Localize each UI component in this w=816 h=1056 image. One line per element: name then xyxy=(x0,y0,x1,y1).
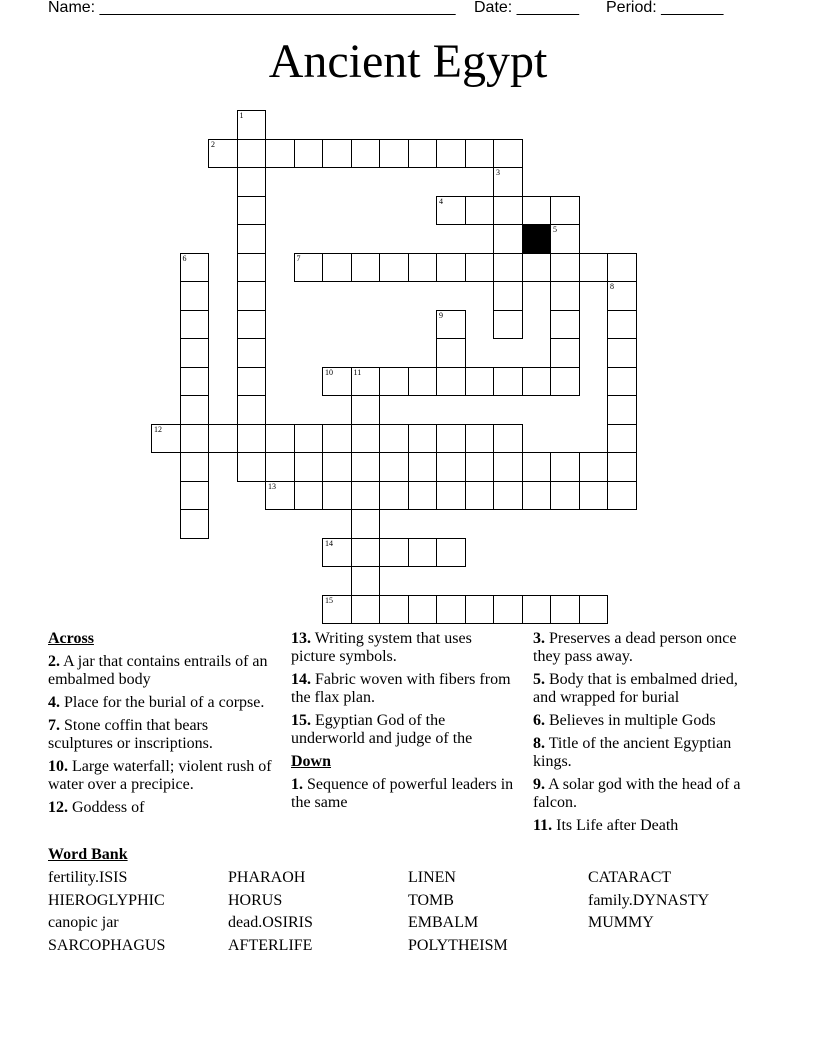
date-field[interactable]: Date: _______ xyxy=(474,0,579,16)
clue-number: 5 xyxy=(553,225,557,234)
grid-cell[interactable] xyxy=(180,395,210,425)
grid-cell[interactable] xyxy=(550,595,580,625)
clue-number: 11 xyxy=(353,367,362,377)
grid-cell[interactable] xyxy=(322,452,352,482)
grid-cell[interactable] xyxy=(379,424,409,454)
grid-cell[interactable] xyxy=(465,481,495,511)
grid-cell[interactable] xyxy=(436,424,466,454)
grid-cell[interactable] xyxy=(237,424,267,454)
grid-cell[interactable] xyxy=(408,595,438,625)
word-bank-item: PHARAOH xyxy=(228,869,306,886)
grid-cell[interactable] xyxy=(436,338,466,368)
grid-cell[interactable] xyxy=(208,139,238,169)
clue-number: 2 xyxy=(211,139,215,149)
clue-number: 1 xyxy=(239,111,244,120)
clue-number: 14 xyxy=(325,538,333,548)
grid-cell[interactable] xyxy=(493,481,523,511)
grid-cell[interactable] xyxy=(180,509,210,539)
grid-cell[interactable] xyxy=(294,481,324,511)
clue-number: 12 xyxy=(154,424,162,434)
across-clue-15: 15. Egyptian God of the underworld and judge of the xyxy=(291,712,473,747)
grid-cell[interactable] xyxy=(351,509,381,539)
grid-cell[interactable] xyxy=(436,139,466,169)
grid-cell[interactable] xyxy=(493,367,523,397)
down-clue-6: 6. Believes in multiple Gods xyxy=(533,712,716,729)
word-bank-heading: Word Bank xyxy=(48,846,128,863)
grid-cell[interactable] xyxy=(294,253,324,283)
grid-cell[interactable] xyxy=(408,139,438,169)
grid-cell[interactable] xyxy=(294,424,324,454)
grid-cell[interactable] xyxy=(465,595,495,625)
grid-cell[interactable] xyxy=(436,196,466,226)
grid-cell[interactable] xyxy=(436,595,466,625)
grid-cell[interactable] xyxy=(465,196,495,226)
word-bank-item: AFTERLIFE xyxy=(228,937,313,954)
grid-cell[interactable] xyxy=(265,452,295,482)
grid-cell[interactable] xyxy=(379,481,409,511)
grid-cell[interactable] xyxy=(237,310,267,340)
grid-cell[interactable] xyxy=(493,167,523,197)
word-bank-item: canopic jar xyxy=(48,914,119,931)
grid-cell[interactable] xyxy=(436,253,466,283)
grid-cell[interactable] xyxy=(436,310,466,340)
grid-cell[interactable] xyxy=(522,367,552,397)
grid-cell[interactable] xyxy=(265,481,295,511)
page-title: Ancient Egypt xyxy=(268,35,548,88)
grid-cell[interactable] xyxy=(379,139,409,169)
grid-cell[interactable] xyxy=(550,281,580,311)
across-clue-14: 14. Fabric woven with fibers from the flax plan. xyxy=(291,671,511,706)
grid-cell[interactable] xyxy=(522,481,552,511)
grid-cell[interactable] xyxy=(579,595,609,625)
across-heading: Across xyxy=(48,630,94,647)
clue-column-3 xyxy=(533,630,758,840)
grid-cell[interactable] xyxy=(607,367,637,397)
word-bank-item: family.DYNASTY xyxy=(588,892,710,909)
grid-cell[interactable] xyxy=(607,395,637,425)
period-field[interactable]: Period: _______ xyxy=(606,0,724,16)
grid-cell[interactable] xyxy=(237,281,267,311)
word-bank-item: HIEROGLYPHIC xyxy=(48,892,165,909)
grid-cell[interactable] xyxy=(436,538,466,568)
clue-number: 13 xyxy=(268,481,276,491)
grid-cell[interactable] xyxy=(579,452,609,482)
grid-cell[interactable] xyxy=(465,139,495,169)
grid-cell[interactable] xyxy=(607,424,637,454)
grid-cell[interactable] xyxy=(465,367,495,397)
grid-cell[interactable] xyxy=(237,167,267,197)
grid-cell[interactable] xyxy=(180,481,210,511)
grid-cell[interactable] xyxy=(180,424,210,454)
word-bank-item: EMBALM xyxy=(408,914,479,931)
grid-cell[interactable] xyxy=(379,538,409,568)
grid-cell[interactable] xyxy=(237,452,267,482)
grid-cell[interactable] xyxy=(522,196,552,226)
grid-cell[interactable] xyxy=(465,452,495,482)
clue-column-1 xyxy=(48,630,273,822)
grid-cell[interactable] xyxy=(351,424,381,454)
grid-cell[interactable] xyxy=(265,424,295,454)
grid-cell[interactable] xyxy=(493,139,523,169)
across-clue-10: 10. Large waterfall; violent rush of water over a precipice. xyxy=(48,758,272,793)
grid-cell[interactable] xyxy=(408,253,438,283)
grid-cell[interactable] xyxy=(379,367,409,397)
word-bank-item: SARCOPHAGUS xyxy=(48,937,166,954)
grid-cell[interactable] xyxy=(180,338,210,368)
clue-column-2 xyxy=(291,630,516,817)
grid-cell[interactable] xyxy=(550,196,580,226)
grid-cell[interactable] xyxy=(607,310,637,340)
grid-cell[interactable] xyxy=(237,139,267,169)
grid-cell[interactable] xyxy=(493,281,523,311)
grid-cell[interactable] xyxy=(379,253,409,283)
grid-cell[interactable] xyxy=(493,196,523,226)
grid-cell[interactable] xyxy=(465,253,495,283)
grid-cell[interactable] xyxy=(322,595,352,625)
name-field[interactable]: Name: ________________________________________ xyxy=(48,0,456,16)
word-bank-item: TOMB xyxy=(408,892,454,909)
grid-cell[interactable] xyxy=(522,595,552,625)
grid-cell[interactable] xyxy=(522,253,552,283)
grid-cell[interactable] xyxy=(408,367,438,397)
across-clue-13: 13. Writing system that uses picture symbols. xyxy=(291,630,472,665)
clue-number: 3 xyxy=(496,168,500,177)
clue-number: 4 xyxy=(439,196,443,206)
grid-cell[interactable] xyxy=(493,424,523,454)
grid-cell[interactable] xyxy=(322,139,352,169)
word-bank-item: dead.OSIRIS xyxy=(228,914,313,931)
grid-cell[interactable] xyxy=(322,481,352,511)
grid-cell[interactable] xyxy=(351,566,381,596)
grid-cell[interactable] xyxy=(379,452,409,482)
grid-cell[interactable] xyxy=(408,452,438,482)
across-clue-12: 12. Goddess of xyxy=(48,799,145,816)
word-bank-item: CATARACT xyxy=(588,869,672,886)
student-info-header xyxy=(48,0,768,20)
clue-number: 7 xyxy=(296,253,301,263)
across-clue-7: 7. Stone coffin that bears sculptures or inscriptions. xyxy=(48,717,213,752)
grid-cell[interactable] xyxy=(607,281,637,311)
word-bank-item: POLYTHEISM xyxy=(408,937,508,954)
grid-cell[interactable] xyxy=(493,253,523,283)
grid-cell[interactable] xyxy=(550,224,580,254)
down-clue-9: 9. A solar god with the head of a falcon. xyxy=(533,776,741,811)
grid-cell[interactable] xyxy=(180,367,210,397)
grid-cell[interactable] xyxy=(550,481,580,511)
down-clue-5: 5. Body that is embalmed dried, and wrapped for burial xyxy=(533,671,738,706)
down-clue-3: 3. Preserves a dead person once they pass away. xyxy=(533,630,737,665)
grid-cell[interactable] xyxy=(550,338,580,368)
clue-number: 10 xyxy=(325,367,333,377)
grid-cell[interactable] xyxy=(436,367,466,397)
grid-cell[interactable] xyxy=(465,424,495,454)
grid-cell[interactable] xyxy=(237,253,267,283)
word-bank-item: HORUS xyxy=(228,892,283,909)
grid-cell[interactable] xyxy=(208,424,238,454)
grid-cell[interactable] xyxy=(579,253,609,283)
grid-cell[interactable] xyxy=(579,481,609,511)
grid-cell[interactable] xyxy=(351,595,381,625)
grid-cell[interactable] xyxy=(379,595,409,625)
grid-cell[interactable] xyxy=(237,338,267,368)
grid-cell[interactable] xyxy=(408,538,438,568)
grid-cell[interactable] xyxy=(180,253,210,283)
grid-cell[interactable] xyxy=(550,452,580,482)
grid-cell[interactable] xyxy=(550,367,580,397)
grid-cell[interactable] xyxy=(294,452,324,482)
grid-cell[interactable] xyxy=(351,367,381,397)
grid-cell[interactable] xyxy=(351,395,381,425)
grid-cell[interactable] xyxy=(493,595,523,625)
grid-cell[interactable] xyxy=(294,139,324,169)
grid-cell[interactable] xyxy=(237,367,267,397)
grid-cell[interactable] xyxy=(322,253,352,283)
grid-cell[interactable] xyxy=(237,224,267,254)
word-bank-item: MUMMY xyxy=(588,914,654,931)
grid-cell[interactable] xyxy=(322,424,352,454)
grid-cell[interactable] xyxy=(351,538,381,568)
grid-cell[interactable] xyxy=(237,196,267,226)
across-clue-2: 2. A jar that contains entrails of an embalmed body xyxy=(48,653,268,688)
grid-cell[interactable] xyxy=(436,452,466,482)
grid-cell[interactable] xyxy=(237,395,267,425)
grid-cell[interactable] xyxy=(180,452,210,482)
grid-cell[interactable] xyxy=(522,452,552,482)
down-clue-1: 1. Sequence of powerful leaders in the same xyxy=(291,776,514,811)
clue-number: 15 xyxy=(325,595,333,605)
grid-cell[interactable] xyxy=(408,424,438,454)
grid-cell[interactable] xyxy=(351,481,381,511)
grid-cell[interactable] xyxy=(550,310,580,340)
grid-cell[interactable] xyxy=(351,139,381,169)
grid-cell[interactable] xyxy=(351,452,381,482)
grid-cell[interactable] xyxy=(322,367,352,397)
grid-cell[interactable] xyxy=(607,452,637,482)
down-clue-8: 8. Title of the ancient Egyptian kings. xyxy=(533,735,732,770)
grid-cell[interactable] xyxy=(180,310,210,340)
clue-number: 8 xyxy=(610,282,614,291)
grid-cell[interactable] xyxy=(550,253,580,283)
clue-number: 6 xyxy=(182,253,187,263)
grid-cell[interactable] xyxy=(351,253,381,283)
grid-cell[interactable] xyxy=(322,538,352,568)
grid-cell[interactable] xyxy=(180,281,210,311)
word-bank-item: LINEN xyxy=(408,869,456,886)
grid-cell[interactable] xyxy=(436,481,466,511)
grid-cell[interactable] xyxy=(408,481,438,511)
grid-cell[interactable] xyxy=(607,481,637,511)
grid-cell[interactable] xyxy=(607,253,637,283)
word-bank-item: fertility.ISIS xyxy=(48,869,128,886)
grid-cell[interactable] xyxy=(493,310,523,340)
grid-cell[interactable] xyxy=(237,110,267,140)
grid-cell[interactable] xyxy=(493,452,523,482)
grid-cell[interactable] xyxy=(151,424,181,454)
down-clue-11: 11. Its Life after Death xyxy=(533,817,679,834)
grid-cell[interactable] xyxy=(607,338,637,368)
across-clue-4: 4. Place for the burial of a corpse. xyxy=(48,694,265,711)
down-heading: Down xyxy=(291,753,332,770)
grid-cell[interactable] xyxy=(265,139,295,169)
clue-number: 9 xyxy=(439,310,443,320)
black-square xyxy=(522,224,552,254)
grid-cell[interactable] xyxy=(493,224,523,254)
